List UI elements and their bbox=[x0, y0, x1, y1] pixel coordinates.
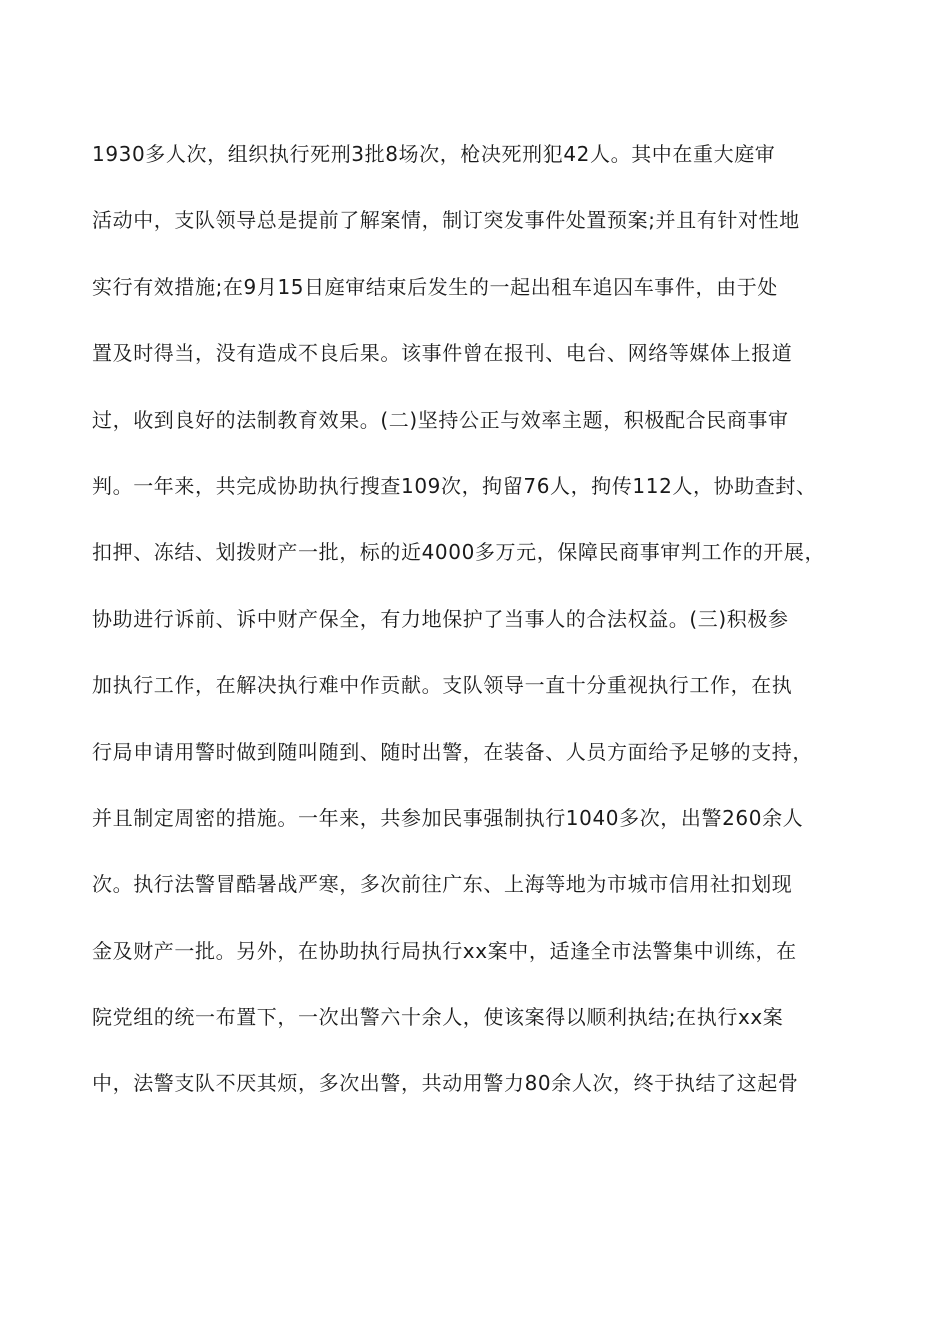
text-line: 活动中，支队领导总是提前了解案情，制订突发事件处置预案;并且有针对性地 bbox=[92, 208, 800, 233]
text-line: 过，收到良好的法制教育效果。(二)坚持公正与效率主题，积极配合民商事审 bbox=[92, 407, 789, 432]
text-line: 中，法警支队不厌其烦，多次出警，共动用警力80余人次，终于执结了这起骨 bbox=[92, 1071, 799, 1096]
text-line: 置及时得当，没有造成不良后果。该事件曾在报刊、电台、网络等媒体上报道 bbox=[92, 341, 793, 366]
text-line: 行局申请用警时做到随叫随到、随时出警，在装备、人员方面给予足够的支持， bbox=[92, 739, 813, 764]
text-line: 判。一年来，共完成协助执行搜查109次，拘留76人，拘传112人，协助查封、 bbox=[92, 473, 817, 498]
text-line: 次。执行法警冒酷暑战严寒，多次前往广东、上海等地为市城市信用社扣划现 bbox=[92, 872, 793, 897]
text-line: 协助进行诉前、诉中财产保全，有力地保护了当事人的合法权益。(三)积极参 bbox=[92, 606, 789, 631]
text-line: 并且制定周密的措施。一年来，共参加民事强制执行1040多次，出警260余人 bbox=[92, 805, 804, 830]
text-line: 金及财产一批。另外，在协助执行局执行xx案中，适逢全市法警集中训练，在 bbox=[92, 938, 797, 963]
body-text bbox=[92, 128, 882, 1124]
text-line: 加执行工作，在解决执行难中作贡献。支队领导一直十分重视执行工作，在执 bbox=[92, 673, 793, 698]
text-line: 1930多人次，组织执行死刑3批8场次，枪决死刑犯42人。其中在重大庭审 bbox=[92, 142, 776, 166]
text-line: 院党组的统一布置下，一次出警六十余人，使该案得以顺利执结;在执行xx案 bbox=[92, 1005, 784, 1030]
text-line: 实行有效措施;在9月15日庭审结束后发生的一起出租车追囚车事件，由于处 bbox=[92, 274, 778, 299]
text-line: 扣押、冻结、划拨财产一批，标的近4000多万元，保障民商事审判工作的开展， bbox=[92, 540, 826, 565]
